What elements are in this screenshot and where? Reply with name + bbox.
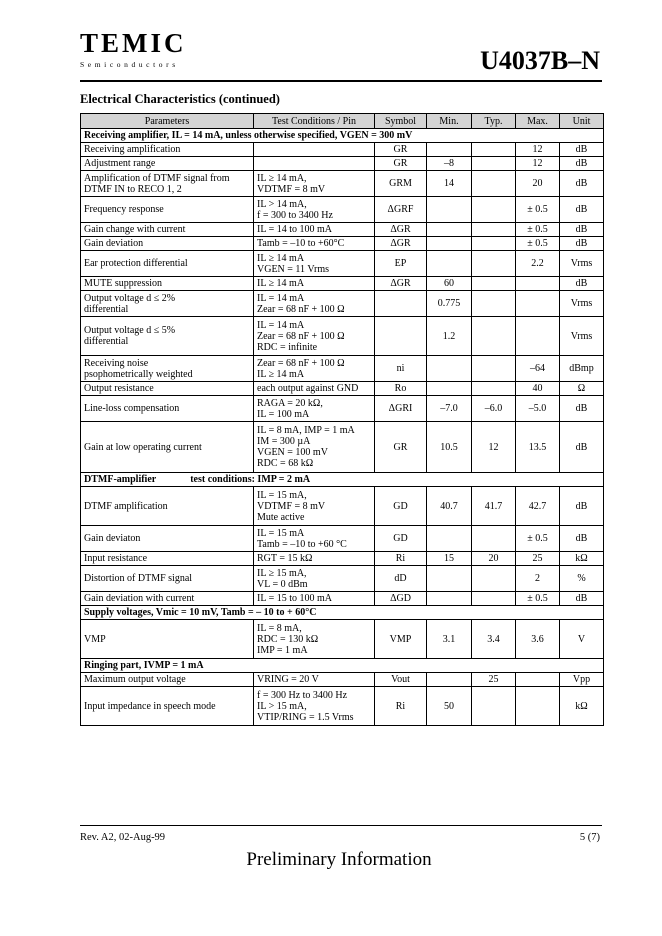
table-cell: Vout [375, 673, 427, 687]
table-row [81, 157, 604, 171]
table-cell: Input impedance in speech mode [81, 687, 254, 726]
logo-subtitle: Semiconductors [80, 60, 179, 69]
page-number: 5 (7) [579, 832, 600, 843]
table-cell: 12 [516, 143, 560, 157]
table-cell: Maximum output voltage [81, 673, 254, 687]
table-cell: dD [375, 566, 427, 592]
table-row [81, 143, 604, 157]
table-cell [472, 592, 516, 606]
table-cell: IL ≥ 14 mA VGEN = 11 Vrms [254, 251, 375, 277]
table-cell: ΔGD [375, 592, 427, 606]
table-cell: ± 0.5 [516, 592, 560, 606]
table-row [81, 223, 604, 237]
table-cell: 14 [427, 171, 472, 197]
table-cell [375, 317, 427, 356]
table-cell: dB [560, 223, 604, 237]
table-cell [472, 687, 516, 726]
section-heading: Supply voltages, Vmic = 10 mV, Tamb = – 10 to + 60°C [81, 606, 604, 620]
table-cell: 20 [472, 552, 516, 566]
logo-wordmark: TEMIC [80, 28, 187, 58]
table-row [81, 277, 604, 291]
table-cell: RGT = 15 kΩ [254, 552, 375, 566]
table-cell: 1.2 [427, 317, 472, 356]
table-cell: 12 [516, 157, 560, 171]
table-cell [375, 291, 427, 317]
section-row [81, 659, 604, 673]
table-cell: 12 [472, 422, 516, 473]
table-cell: 3.4 [472, 620, 516, 659]
table-cell: Ro [375, 382, 427, 396]
table-cell: Amplification of DTMF signal from DTMF IN to RECO 1, 2 [81, 171, 254, 197]
column-header: Parameters [81, 114, 254, 129]
table-cell: GD [375, 526, 427, 552]
table-cell: 40.7 [427, 487, 472, 526]
table-cell: 3.1 [427, 620, 472, 659]
table-cell: ni [375, 356, 427, 382]
table-row [81, 356, 604, 382]
table-row [81, 592, 604, 606]
table-cell: dB [560, 422, 604, 473]
table-cell: VRING = 20 V [254, 673, 375, 687]
table-row [81, 317, 604, 356]
table-row [81, 487, 604, 526]
table-header-row [81, 114, 604, 129]
table-row [81, 673, 604, 687]
table-cell: kΩ [560, 687, 604, 726]
table-cell: dB [560, 237, 604, 251]
table-cell: Gain deviation with current [81, 592, 254, 606]
table-cell: IL = 8 mA, IMP = 1 mA IM = 300 µA VGEN = 100 mV RDC = 68 kΩ [254, 422, 375, 473]
table-cell: 15 [427, 552, 472, 566]
table-cell: 3.6 [516, 620, 560, 659]
table-cell: –64 [516, 356, 560, 382]
table-cell [472, 143, 516, 157]
table-cell [516, 673, 560, 687]
table-row [81, 396, 604, 422]
table-cell: Zear = 68 nF + 100 Ω IL ≥ 14 mA [254, 356, 375, 382]
table-cell: Frequency response [81, 197, 254, 223]
table-cell: Ri [375, 687, 427, 726]
table-cell: Tamb = –10 to +60°C [254, 237, 375, 251]
table-cell: 41.7 [472, 487, 516, 526]
electrical-characteristics-table [80, 113, 604, 726]
table-cell: 10.5 [427, 422, 472, 473]
table-cell: Gain change with current [81, 223, 254, 237]
table-cell: dB [560, 592, 604, 606]
table-cell: ΔGR [375, 237, 427, 251]
table-cell [427, 356, 472, 382]
table-cell: dB [560, 171, 604, 197]
table-cell: dB [560, 396, 604, 422]
table-cell: GR [375, 143, 427, 157]
table-cell: 40 [516, 382, 560, 396]
table-row [81, 291, 604, 317]
preliminary-notice: Preliminary Information [246, 849, 432, 870]
section-row [81, 473, 604, 487]
table-cell [427, 197, 472, 223]
column-header: Max. [516, 114, 560, 129]
table-cell: GR [375, 157, 427, 171]
table-cell: IL = 15 mA, VDTMF = 8 mV Mute active [254, 487, 375, 526]
table-cell [472, 277, 516, 291]
table-row [81, 552, 604, 566]
table-cell [472, 157, 516, 171]
table-cell: Vpp [560, 673, 604, 687]
table-row [81, 620, 604, 659]
table-cell: dB [560, 157, 604, 171]
revision-info: Rev. A2, 02-Aug-99 [80, 832, 166, 843]
table-cell: Gain deviaton [81, 526, 254, 552]
table-cell: GR [375, 422, 427, 473]
table-row [81, 197, 604, 223]
table-cell: ΔGRF [375, 197, 427, 223]
table-cell: 25 [472, 673, 516, 687]
table-cell [516, 317, 560, 356]
table-cell: f = 300 Hz to 3400 Hz IL > 15 mA, VTIP/RING = 1.5 Vrms [254, 687, 375, 726]
table-cell: IL = 15 mA Tamb = –10 to +60 °C [254, 526, 375, 552]
section-heading: Receiving amplifier, IL = 14 mA, unless otherwise specified, VGEN = 300 mV [81, 129, 604, 143]
table-cell: Gain deviation [81, 237, 254, 251]
column-header: Unit [560, 114, 604, 129]
section-heading: DTMF-amplifier test conditions: IMP = 2 mA [81, 473, 604, 487]
table-cell [427, 673, 472, 687]
section-heading: Ringing part, IVMP = 1 mA [81, 659, 604, 673]
table-cell: –8 [427, 157, 472, 171]
table-cell: Vrms [560, 291, 604, 317]
table-cell: 13.5 [516, 422, 560, 473]
table-cell: Input resistance [81, 552, 254, 566]
table-cell [427, 526, 472, 552]
footer-rule [80, 825, 602, 826]
table-cell: GRM [375, 171, 427, 197]
table-cell: ± 0.5 [516, 526, 560, 552]
table-cell: ± 0.5 [516, 223, 560, 237]
table-cell: 0.775 [427, 291, 472, 317]
table-cell [427, 592, 472, 606]
table-cell: 25 [516, 552, 560, 566]
section-row [81, 606, 604, 620]
table-cell [472, 526, 516, 552]
column-header: Typ. [472, 114, 516, 129]
table-cell [472, 197, 516, 223]
table-cell [516, 277, 560, 291]
table-cell: Ear protection differential [81, 251, 254, 277]
table-cell: Adjustment range [81, 157, 254, 171]
table-cell: % [560, 566, 604, 592]
table-cell: ± 0.5 [516, 197, 560, 223]
table-cell [472, 251, 516, 277]
table-cell: dB [560, 487, 604, 526]
section-row [81, 129, 604, 143]
table-cell: Vrms [560, 251, 604, 277]
column-header: Symbol [375, 114, 427, 129]
table-cell: Receiving amplification [81, 143, 254, 157]
table-cell: ΔGRI [375, 396, 427, 422]
table-cell: Vrms [560, 317, 604, 356]
table-cell: MUTE suppression [81, 277, 254, 291]
table-cell: IL = 14 mA Zear = 68 nF + 100 Ω RDC = infinite [254, 317, 375, 356]
table-cell: Output voltage d ≤ 2% differential [81, 291, 254, 317]
table-row [81, 171, 604, 197]
table-cell: ± 0.5 [516, 237, 560, 251]
table-row [81, 251, 604, 277]
table-cell: –7.0 [427, 396, 472, 422]
table-cell [427, 251, 472, 277]
table-cell [472, 382, 516, 396]
table-cell: Line-loss compensation [81, 396, 254, 422]
table-cell [472, 171, 516, 197]
table-row [81, 237, 604, 251]
table-cell [427, 143, 472, 157]
table-cell: IL > 14 mA, f = 300 to 3400 Hz [254, 197, 375, 223]
table-cell: IL = 15 to 100 mA [254, 592, 375, 606]
table-cell: VMP [375, 620, 427, 659]
table-cell [516, 291, 560, 317]
table-cell [472, 223, 516, 237]
table-cell [254, 143, 375, 157]
table-cell: 42.7 [516, 487, 560, 526]
table-cell: ΔGR [375, 223, 427, 237]
table-cell: each output against GND [254, 382, 375, 396]
column-header: Min. [427, 114, 472, 129]
table-cell [472, 566, 516, 592]
table-row [81, 566, 604, 592]
table-cell [427, 382, 472, 396]
table-cell: –5.0 [516, 396, 560, 422]
table-cell [254, 157, 375, 171]
table-cell [472, 237, 516, 251]
table-cell: EP [375, 251, 427, 277]
header-rule [80, 80, 602, 82]
table-cell: 2 [516, 566, 560, 592]
table-row [81, 422, 604, 473]
table-cell: IL ≥ 14 mA [254, 277, 375, 291]
table-cell: Gain at low operating current [81, 422, 254, 473]
table-cell: DTMF amplification [81, 487, 254, 526]
table-cell [472, 317, 516, 356]
table-cell: dB [560, 197, 604, 223]
table-cell: dB [560, 143, 604, 157]
table-cell: kΩ [560, 552, 604, 566]
table-cell: 20 [516, 171, 560, 197]
table-cell: Output resistance [81, 382, 254, 396]
table-cell: 2.2 [516, 251, 560, 277]
table-cell: Distortion of DTMF signal [81, 566, 254, 592]
table-cell: IL = 14 mA Zear = 68 nF + 100 Ω [254, 291, 375, 317]
table-cell: dB [560, 277, 604, 291]
section-title: Electrical Characteristics (continued) [80, 92, 280, 106]
table-cell: –6.0 [472, 396, 516, 422]
table-cell [427, 566, 472, 592]
table-row [81, 382, 604, 396]
table-cell [427, 237, 472, 251]
table-cell [472, 291, 516, 317]
table-cell [516, 687, 560, 726]
table-cell: IL ≥ 15 mA, VL = 0 dBm [254, 566, 375, 592]
table-cell: IL = 8 mA, RDC = 130 kΩ IMP = 1 mA [254, 620, 375, 659]
table-cell [472, 356, 516, 382]
column-header: Test Conditions / Pin [254, 114, 375, 129]
table-cell: GD [375, 487, 427, 526]
table-cell: VMP [81, 620, 254, 659]
table-row [81, 687, 604, 726]
table-cell: dB [560, 526, 604, 552]
table-cell: IL ≥ 14 mA, VDTMF = 8 mV [254, 171, 375, 197]
table-cell: dBmp [560, 356, 604, 382]
logo [80, 30, 187, 69]
table-cell: ΔGR [375, 277, 427, 291]
table-cell: V [560, 620, 604, 659]
table-cell: 60 [427, 277, 472, 291]
table-cell: Output voltage d ≤ 5% differential [81, 317, 254, 356]
table-cell [427, 223, 472, 237]
table-cell: 50 [427, 687, 472, 726]
table-cell: Ri [375, 552, 427, 566]
table-cell: Receiving noise psophometrically weighted [81, 356, 254, 382]
part-number: U4037B–N [480, 46, 600, 75]
table-row [81, 526, 604, 552]
table-cell: IL = 14 to 100 mA [254, 223, 375, 237]
table-cell: RAGA = 20 kΩ, IL = 100 mA [254, 396, 375, 422]
table-cell: Ω [560, 382, 604, 396]
